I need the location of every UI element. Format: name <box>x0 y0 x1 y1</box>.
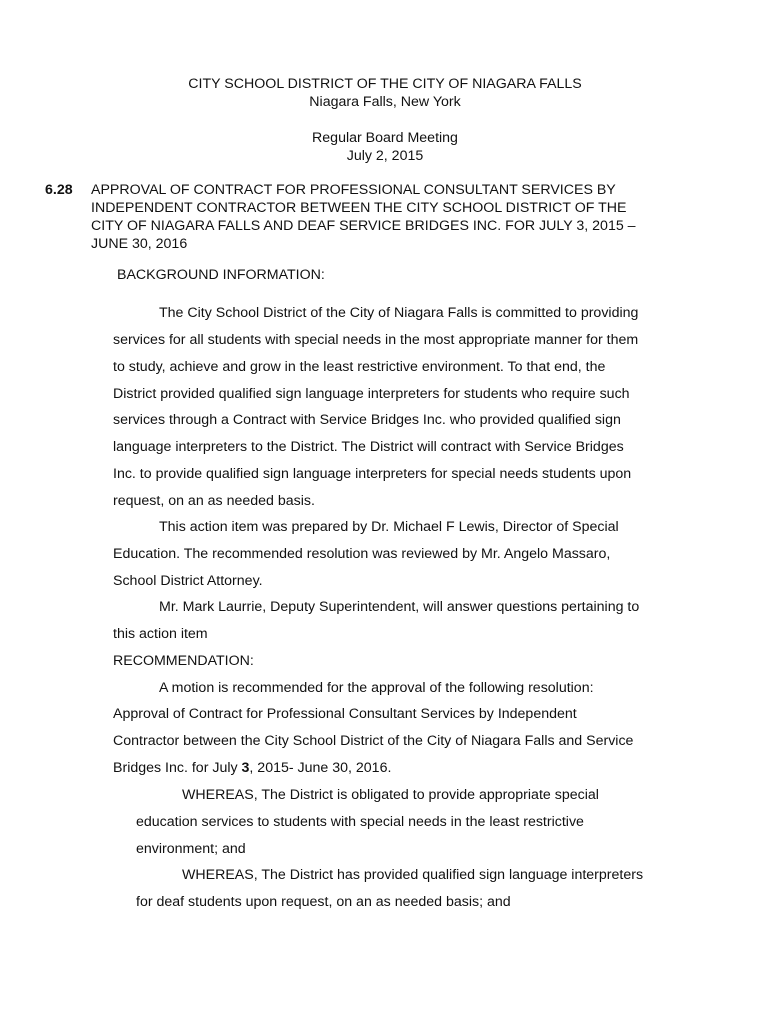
paragraph-line: this action item <box>113 626 208 642</box>
paragraph-line: The City School District of the City of Niagara Falls is committed to providing <box>159 305 639 321</box>
district-location: Niagara Falls, New York <box>309 94 461 110</box>
whereas-line: environment; and <box>136 841 246 857</box>
paragraph-line: District provided qualified sign language interpreters for students who require such <box>113 386 630 402</box>
paragraph-line: to study, achieve and grow in the least restrictive environment. To that end, the <box>113 359 606 375</box>
paragraph-line: School District Attorney. <box>113 573 263 589</box>
paragraph-line: language interpreters to the District. The District will contract with Service Bridges <box>113 439 624 455</box>
paragraph-line: Mr. Mark Laurrie, Deputy Superintendent, will answer questions pertaining to <box>159 599 640 615</box>
recommendation-intro: A motion is recommended for the approval of the following resolution: <box>159 680 594 696</box>
item-title-line: APPROVAL OF CONTRACT FOR PROFESSIONAL CONSULTANT SERVICES BY <box>91 182 616 198</box>
whereas-line: WHEREAS, The District has provided qualified sign language interpreters <box>182 867 644 883</box>
item-title-line: CITY OF NIAGARA FALLS AND DEAF SERVICE BRIDGES INC. FOR JULY 3, 2015 – <box>91 218 636 234</box>
whereas-line: education services to students with special needs in the least restrictive <box>136 814 584 830</box>
resolution-line: Contractor between the City School District of the City of Niagara Falls and Service <box>113 733 634 749</box>
whereas-line: WHEREAS, The District is obligated to provide appropriate special <box>182 787 599 803</box>
resolution-line <box>113 759 391 777</box>
paragraph-line: request, on an as needed basis. <box>113 493 315 509</box>
item-title-line: JUNE 30, 2016 <box>91 236 188 252</box>
whereas-line: for deaf students upon request, on an as needed basis; and <box>136 894 511 910</box>
paragraph-line: services through a Contract with Service Bridges Inc. who provided qualified sign <box>113 412 621 428</box>
resolution-text: , 2015- June 30, 2016. <box>249 760 392 776</box>
district-title: CITY SCHOOL DISTRICT OF THE CITY OF NIAGARA FALLS <box>188 76 582 92</box>
item-number: 6.28 <box>45 182 73 198</box>
recommendation-heading: RECOMMENDATION: <box>113 653 254 669</box>
resolution-line: Approval of Contract for Professional Consultant Services by Independent <box>113 706 577 722</box>
paragraph-line: Inc. to provide qualified sign language interpreters for special needs students upon <box>113 466 632 482</box>
item-title-line: INDEPENDENT CONTRACTOR BETWEEN THE CITY SCHOOL DISTRICT OF THE <box>91 200 627 216</box>
resolution-bold-day: 3 <box>241 760 250 776</box>
meeting-title: Regular Board Meeting <box>312 130 458 146</box>
paragraph-line: Education. The recommended resolution was reviewed by Mr. Angelo Massaro, <box>113 546 611 562</box>
paragraph-line: services for all students with special needs in the most appropriate manner for them <box>113 332 639 348</box>
paragraph-line: This action item was prepared by Dr. Michael F Lewis, Director of Special <box>159 519 619 535</box>
background-heading: BACKGROUND INFORMATION: <box>117 267 325 283</box>
meeting-date: July 2, 2015 <box>346 148 424 164</box>
resolution-text: Bridges Inc. for July <box>113 760 242 776</box>
